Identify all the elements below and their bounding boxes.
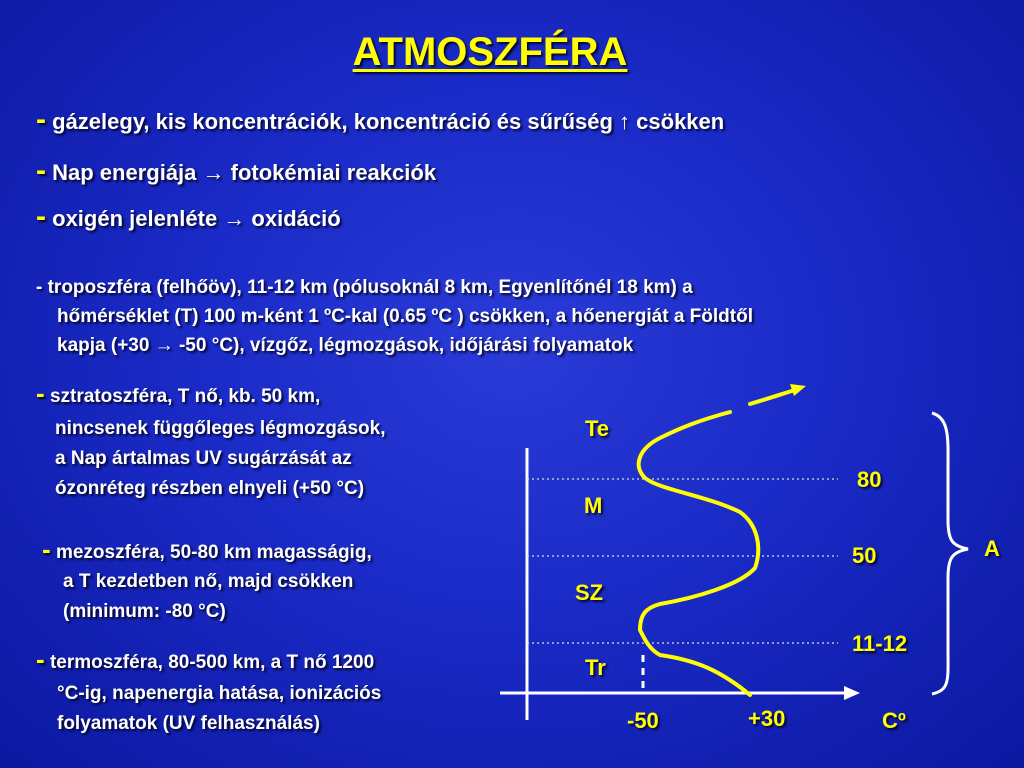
bullet-dash: - <box>36 103 46 136</box>
stratosphere-line-2: nincsenek függőleges légmozgások, <box>55 418 386 439</box>
brace-label-a: A <box>984 536 1000 561</box>
height-label-50: 50 <box>852 543 877 568</box>
thermosphere-line-2: °C-ig, napenergia hatása, ionizációs <box>57 683 382 704</box>
bullet-dash: - <box>36 644 45 674</box>
troposphere-line-1: - troposzféra (felhőöv), 11-12 km (pólusoknál 8 km, Egyenlítőnél 18 km) a <box>36 277 693 298</box>
height-label-11-12: 11-12 <box>852 631 908 656</box>
mesosphere-text-1: mezoszféra, 50-80 km magasságig, <box>55 542 372 563</box>
intro-text-1: gázelegy, kis koncentrációk, koncentráció és sűrűség ↑ csökken <box>52 109 725 134</box>
layer-label-te: Te <box>585 416 610 441</box>
temperature-curve <box>639 412 759 695</box>
height-label-80: 80 <box>857 467 882 492</box>
layer-label-sz: SZ <box>575 580 604 605</box>
intro-text-3: oxigén jelenléte → oxidáció <box>52 206 341 231</box>
troposphere-line-3: kapja (+30 → -50 °C), vízgőz, légmozgások, időjárási folyamatok <box>57 335 634 356</box>
page-title: ATMOSZFÉRA <box>352 30 628 74</box>
stratosphere-line-4: ózonréteg részben elnyeli (+50 °C) <box>55 478 365 499</box>
bullet-dash: - <box>36 200 46 233</box>
bullet-dash: - <box>36 378 45 408</box>
layer-label-m: M <box>584 493 603 518</box>
thermosphere-text-1: termoszféra, 80-500 km, a T nő 1200 <box>49 652 375 673</box>
x-axis-unit: Cº <box>882 708 906 733</box>
bullet-dash: - <box>42 534 51 564</box>
x-axis-arrowhead <box>844 686 860 700</box>
stratosphere-text-1: sztratoszféra, T nő, kb. 50 km, <box>49 386 321 407</box>
x-tick-plus30: +30 <box>748 706 786 731</box>
layer-label-tr: Tr <box>585 655 606 680</box>
mesosphere-line-3: (minimum: -80 °C) <box>63 601 226 622</box>
troposphere-line-2: hőmérséklet (T) 100 m-ként 1 ºC-kal (0.65 ºC ) csökken, a hőenergiát a Földtől <box>57 306 753 327</box>
atmosphere-brace <box>932 413 968 694</box>
mesosphere-line-2: a T kezdetben nő, majd csökken <box>63 571 354 592</box>
intro-text-2: Nap energiája → fotokémiai reakciók <box>52 160 437 185</box>
thermosphere-line-3: folyamatok (UV felhasználás) <box>57 713 320 734</box>
temperature-curve-arrowhead <box>790 384 806 396</box>
x-tick-minus50: -50 <box>627 708 659 733</box>
bullet-dash: - <box>36 154 46 187</box>
stratosphere-line-3: a Nap ártalmas UV sugárzását az <box>55 448 352 469</box>
temperature-curve-extension <box>750 390 795 404</box>
